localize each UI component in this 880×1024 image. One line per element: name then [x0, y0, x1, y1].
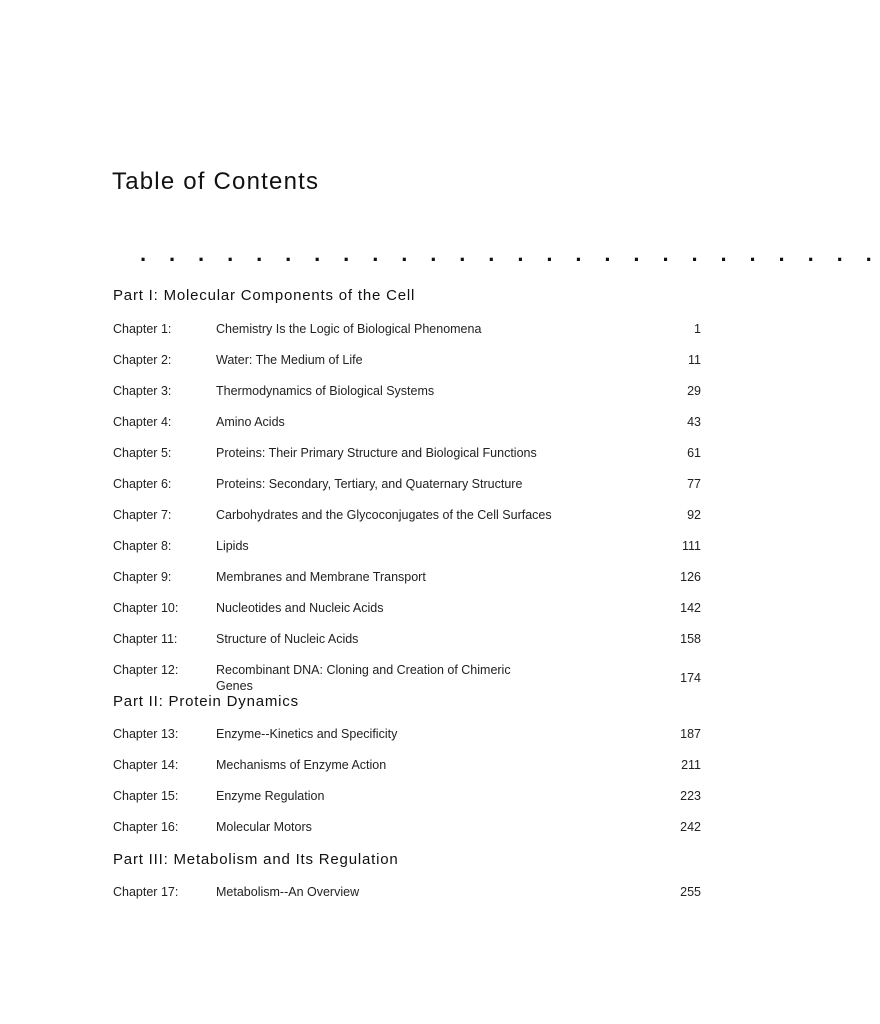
page-number: 187: [680, 727, 701, 741]
chapter-number: Chapter 12:: [113, 663, 179, 677]
dotted-divider: . . . . . . . . . . . . . . . . . . . . . . . . . .: [140, 241, 880, 266]
page-number: 242: [680, 820, 701, 834]
page-number: 43: [687, 415, 701, 429]
chapter-title: Nucleotides and Nucleic Acids: [216, 601, 384, 615]
chapter-number: Chapter 5:: [113, 446, 172, 460]
chapter-number: Chapter 11:: [113, 632, 178, 646]
chapter-title: Enzyme Regulation: [216, 789, 325, 803]
chapter-number: Chapter 6:: [113, 477, 172, 491]
page-number: 174: [680, 671, 701, 685]
chapter-number: Chapter 1:: [113, 322, 172, 336]
chapter-number: Chapter 16:: [113, 820, 179, 834]
chapter-number: Chapter 3:: [113, 384, 172, 398]
chapter-title: Thermodynamics of Biological Systems: [216, 384, 435, 398]
page-number: 126: [680, 570, 701, 584]
chapter-number: Chapter 14:: [113, 758, 179, 772]
chapter-title: Chemistry Is the Logic of Biological Phenomena: [216, 322, 482, 336]
page-number: 158: [680, 632, 701, 646]
page-number: 223: [680, 789, 701, 803]
part-heading-2: Part II: Protein Dynamics: [113, 693, 299, 710]
chapter-title: Carbohydrates and the Glycoconjugates of the Cell Surfaces: [216, 508, 552, 522]
chapter-number: Chapter 4:: [113, 415, 172, 429]
chapter-title: Proteins: Secondary, Tertiary, and Quaternary Structure: [216, 477, 523, 491]
chapter-number: Chapter 15:: [113, 789, 179, 803]
chapter-title: Lipids: [216, 539, 249, 553]
page-number: 255: [680, 885, 701, 899]
chapter-number: Chapter 13:: [113, 727, 179, 741]
page-number: 92: [687, 508, 701, 522]
chapter-title: Amino Acids: [216, 415, 285, 429]
page-number: 142: [680, 601, 701, 615]
page-number: 11: [688, 353, 701, 367]
chapter-title: Water: The Medium of Life: [216, 353, 363, 367]
chapter-number: Chapter 10:: [113, 601, 179, 615]
chapter-title: Enzyme--Kinetics and Specificity: [216, 727, 398, 741]
page-number: 29: [687, 384, 701, 398]
page-number: 111: [681, 539, 701, 553]
chapter-number: Chapter 7:: [113, 508, 172, 522]
chapter-title: Mechanisms of Enzyme Action: [216, 758, 387, 772]
chapter-title: Molecular Motors: [216, 820, 312, 834]
chapter-title: Metabolism--An Overview: [216, 885, 360, 899]
chapter-title: Recombinant DNA: Cloning and Creation of Chimeric Genes: [216, 663, 511, 693]
page-number: 1: [694, 322, 701, 336]
chapter-title: Proteins: Their Primary Structure and Biological Functions: [216, 446, 537, 460]
part-heading-1: Part I: Molecular Components of the Cell: [113, 287, 416, 304]
page-title: Table of Contents: [112, 168, 320, 195]
page-number: 211: [681, 758, 701, 772]
chapter-number: Chapter 2:: [113, 353, 172, 367]
page-number: 77: [687, 477, 701, 491]
page-number: 61: [687, 446, 701, 460]
part-heading-3: Part III: Metabolism and Its Regulation: [113, 851, 399, 868]
chapter-title: Structure of Nucleic Acids: [216, 632, 359, 646]
chapter-number: Chapter 8:: [113, 539, 172, 553]
chapter-number: Chapter 17:: [113, 885, 179, 899]
chapter-title: Membranes and Membrane Transport: [216, 570, 426, 584]
chapter-number: Chapter 9:: [113, 570, 172, 584]
